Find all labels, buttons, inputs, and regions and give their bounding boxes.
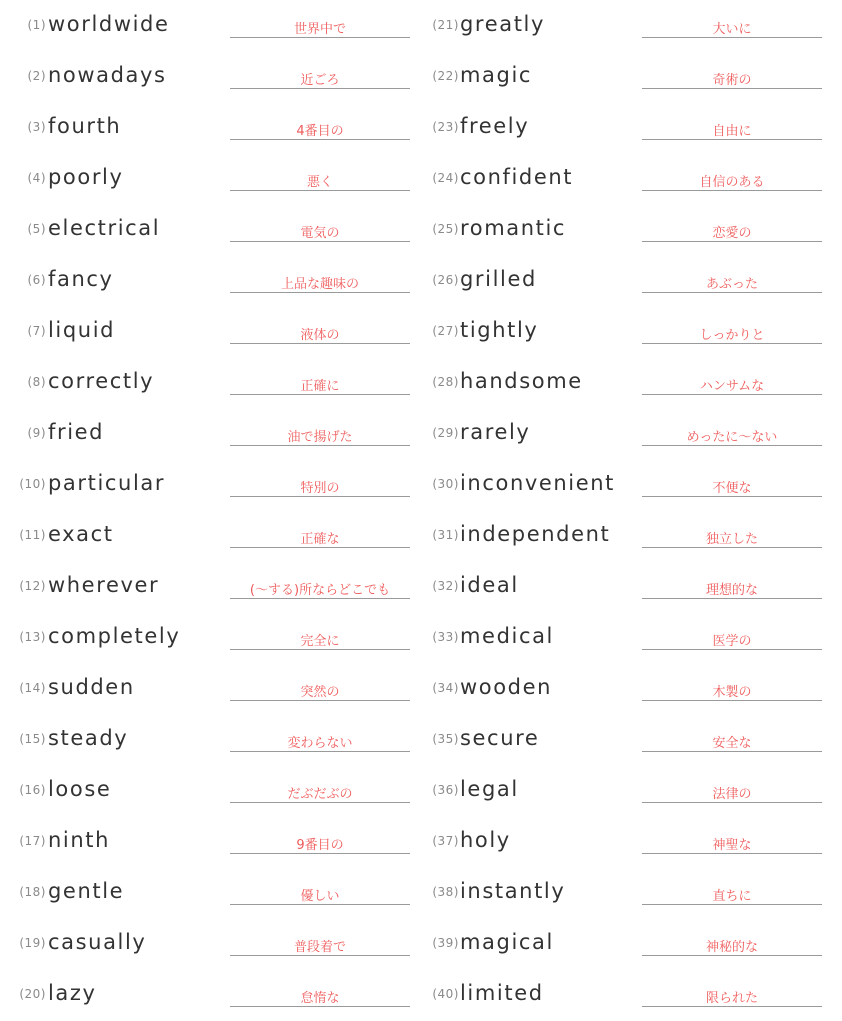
answer-underline	[642, 496, 822, 497]
japanese-answer: 上品な趣味の	[280, 277, 359, 292]
answer-underline	[230, 241, 410, 242]
english-word: ninth	[48, 828, 110, 852]
answer-underline	[230, 751, 410, 752]
japanese-answer: 突然の	[300, 685, 340, 700]
english-word: wooden	[460, 675, 553, 699]
item-number: (36)	[432, 783, 459, 797]
vocab-row	[421, 1, 842, 52]
answer-underline	[642, 139, 822, 140]
vocab-row	[0, 1, 421, 52]
japanese-answer: 奇術の	[712, 73, 752, 88]
english-word: sudden	[48, 675, 135, 699]
english-word: romantic	[460, 216, 567, 240]
english-word: independent	[460, 522, 611, 546]
vocab-row	[0, 511, 421, 562]
vocab-row	[421, 205, 842, 256]
english-word: particular	[48, 471, 166, 495]
answer-underline	[230, 649, 410, 650]
english-word: confident	[460, 165, 574, 189]
item-number: (21)	[432, 18, 459, 32]
item-number: (17)	[19, 834, 46, 848]
vocab-row	[421, 409, 842, 460]
vocab-row	[0, 664, 421, 715]
english-word: casually	[48, 930, 147, 954]
english-word: gentle	[48, 879, 125, 903]
english-word: loose	[48, 777, 112, 801]
answer-underline	[642, 190, 822, 191]
english-word: completely	[48, 624, 181, 648]
vocab-row	[0, 970, 421, 1021]
answer-underline	[642, 547, 822, 548]
vocab-row	[0, 256, 421, 307]
japanese-answer: 理想的な	[705, 583, 758, 598]
japanese-answer: 電気の	[300, 226, 340, 241]
english-word: fourth	[48, 114, 122, 138]
vocab-row	[421, 919, 842, 970]
answer-underline	[642, 1006, 822, 1007]
english-word: secure	[460, 726, 540, 750]
english-word: correctly	[48, 369, 155, 393]
japanese-answer: 液体の	[300, 328, 340, 343]
item-number: (10)	[19, 477, 46, 491]
vocab-row	[421, 460, 842, 511]
answer-underline	[230, 88, 410, 89]
vocab-row	[0, 613, 421, 664]
item-number: (19)	[19, 936, 46, 950]
vocab-row	[0, 817, 421, 868]
answer-underline	[642, 802, 822, 803]
answer-underline	[230, 853, 410, 854]
japanese-answer: 正確な	[300, 532, 340, 547]
vocab-row	[0, 766, 421, 817]
item-number: (37)	[432, 834, 459, 848]
item-number: (8)	[27, 375, 46, 389]
answer-underline	[642, 445, 822, 446]
vocab-row	[0, 460, 421, 511]
japanese-answer: ハンサムな	[699, 379, 765, 394]
english-word: inconvenient	[460, 471, 616, 495]
japanese-answer: (〜する)所ならどこでも	[249, 583, 391, 598]
item-number: (39)	[432, 936, 459, 950]
vocab-row	[0, 868, 421, 919]
answer-underline	[230, 496, 410, 497]
japanese-answer: 正確に	[300, 379, 340, 394]
answer-underline	[230, 547, 410, 548]
answer-underline	[642, 88, 822, 89]
english-word: steady	[48, 726, 129, 750]
answer-underline	[642, 955, 822, 956]
japanese-answer: 医学の	[712, 634, 752, 649]
item-number: (11)	[19, 528, 46, 542]
answer-underline	[642, 649, 822, 650]
answer-underline	[642, 598, 822, 599]
vocab-row	[0, 103, 421, 154]
item-number: (7)	[27, 324, 46, 338]
item-number: (31)	[432, 528, 459, 542]
english-word: instantly	[460, 879, 566, 903]
item-number: (24)	[432, 171, 459, 185]
english-word: grilled	[460, 267, 537, 291]
answer-underline	[642, 292, 822, 293]
japanese-answer: 木製の	[712, 685, 752, 700]
english-word: magical	[460, 930, 554, 954]
vocab-row	[0, 154, 421, 205]
japanese-answer: 9番目の	[296, 838, 344, 853]
vocab-row	[0, 409, 421, 460]
item-number: (14)	[19, 681, 46, 695]
vocab-row	[421, 52, 842, 103]
right-column	[421, 0, 842, 1019]
english-word: wherever	[48, 573, 160, 597]
vocab-row	[421, 358, 842, 409]
japanese-answer: あぶった	[705, 277, 758, 292]
japanese-answer: 安全な	[712, 736, 752, 751]
item-number: (38)	[432, 885, 459, 899]
item-number: (35)	[432, 732, 459, 746]
japanese-answer: 自由に	[712, 124, 752, 139]
item-number: (34)	[432, 681, 459, 695]
item-number: (13)	[19, 630, 46, 644]
english-word: medical	[460, 624, 554, 648]
english-word: lazy	[48, 981, 97, 1005]
answer-underline	[230, 700, 410, 701]
item-number: (4)	[27, 171, 46, 185]
vocab-row	[0, 52, 421, 103]
answer-underline	[230, 802, 410, 803]
vocab-row	[421, 256, 842, 307]
vocab-row	[0, 205, 421, 256]
left-column	[0, 0, 421, 1019]
vocab-row	[421, 868, 842, 919]
answer-underline	[230, 190, 410, 191]
japanese-answer: 世界中で	[293, 22, 346, 37]
vocab-row	[421, 766, 842, 817]
japanese-answer: 悪く	[306, 175, 333, 190]
vocab-row	[421, 307, 842, 358]
english-word: fried	[48, 420, 105, 444]
japanese-answer: 完全に	[300, 634, 340, 649]
item-number: (1)	[27, 18, 46, 32]
japanese-answer: 限られた	[705, 991, 758, 1006]
item-number: (5)	[27, 222, 46, 236]
item-number: (16)	[19, 783, 46, 797]
answer-underline	[230, 955, 410, 956]
item-number: (25)	[432, 222, 459, 236]
item-number: (9)	[27, 426, 46, 440]
vocab-row	[421, 154, 842, 205]
english-word: greatly	[460, 12, 545, 36]
answer-underline	[230, 343, 410, 344]
japanese-answer: めったに〜ない	[686, 430, 778, 445]
english-word: handsome	[460, 369, 583, 393]
vocab-row	[421, 664, 842, 715]
vocab-row	[421, 511, 842, 562]
japanese-answer: 法律の	[712, 787, 752, 802]
vocab-row	[0, 307, 421, 358]
answer-underline	[642, 904, 822, 905]
answer-underline	[230, 292, 410, 293]
english-word: poorly	[48, 165, 124, 189]
english-word: worldwide	[48, 12, 170, 36]
japanese-answer: 特別の	[300, 481, 340, 496]
japanese-answer: 普段着で	[293, 940, 346, 955]
item-number: (28)	[432, 375, 459, 389]
item-number: (6)	[27, 273, 46, 287]
answer-underline	[642, 700, 822, 701]
answer-underline	[642, 394, 822, 395]
item-number: (2)	[27, 69, 46, 83]
japanese-answer: 自信のある	[699, 175, 765, 190]
japanese-answer: 怠惰な	[300, 991, 340, 1006]
vocab-row	[0, 919, 421, 970]
english-word: legal	[460, 777, 519, 801]
answer-underline	[642, 853, 822, 854]
vocab-row	[0, 358, 421, 409]
japanese-answer: だぶだぶの	[287, 787, 353, 802]
item-number: (22)	[432, 69, 459, 83]
vocab-row	[421, 817, 842, 868]
answer-underline	[642, 37, 822, 38]
item-number: (18)	[19, 885, 46, 899]
japanese-answer: 大いに	[712, 22, 752, 37]
english-word: ideal	[460, 573, 519, 597]
japanese-answer: 恋愛の	[712, 226, 752, 241]
item-number: (3)	[27, 120, 46, 134]
japanese-answer: 独立した	[705, 532, 758, 547]
english-word: fancy	[48, 267, 114, 291]
answer-underline	[230, 445, 410, 446]
item-number: (30)	[432, 477, 459, 491]
english-word: limited	[460, 981, 544, 1005]
item-number: (26)	[432, 273, 459, 287]
vocab-row	[0, 562, 421, 613]
english-word: nowadays	[48, 63, 167, 87]
vocab-row	[421, 103, 842, 154]
answer-underline	[642, 241, 822, 242]
japanese-answer: 優しい	[300, 889, 340, 904]
item-number: (29)	[432, 426, 459, 440]
japanese-answer: 変わらない	[287, 736, 353, 751]
english-word: holy	[460, 828, 511, 852]
japanese-answer: 神秘的な	[705, 940, 758, 955]
item-number: (27)	[432, 324, 459, 338]
answer-underline	[230, 394, 410, 395]
japanese-answer: 不便な	[712, 481, 752, 496]
english-word: magic	[460, 63, 533, 87]
answer-underline	[230, 139, 410, 140]
english-word: freely	[460, 114, 530, 138]
item-number: (32)	[432, 579, 459, 593]
english-word: exact	[48, 522, 114, 546]
japanese-answer: 近ごろ	[300, 73, 340, 88]
english-word: tightly	[460, 318, 539, 342]
vocab-row	[0, 715, 421, 766]
answer-underline	[642, 343, 822, 344]
japanese-answer: 油で揚げた	[287, 430, 353, 445]
answer-underline	[230, 904, 410, 905]
japanese-answer: 4番目の	[296, 124, 344, 139]
vocab-row	[421, 715, 842, 766]
japanese-answer: しっかりと	[699, 328, 765, 343]
japanese-answer: 神聖な	[712, 838, 752, 853]
english-word: liquid	[48, 318, 116, 342]
answer-underline	[230, 37, 410, 38]
answer-underline	[230, 1006, 410, 1007]
english-word: rarely	[460, 420, 531, 444]
item-number: (33)	[432, 630, 459, 644]
item-number: (23)	[432, 120, 459, 134]
item-number: (12)	[19, 579, 46, 593]
vocab-row	[421, 562, 842, 613]
item-number: (40)	[432, 987, 459, 1001]
answer-underline	[230, 598, 410, 599]
answer-underline	[642, 751, 822, 752]
item-number: (20)	[19, 987, 46, 1001]
vocab-row	[421, 613, 842, 664]
item-number: (15)	[19, 732, 46, 746]
english-word: electrical	[48, 216, 161, 240]
japanese-answer: 直ちに	[712, 889, 752, 904]
vocab-row	[421, 970, 842, 1021]
